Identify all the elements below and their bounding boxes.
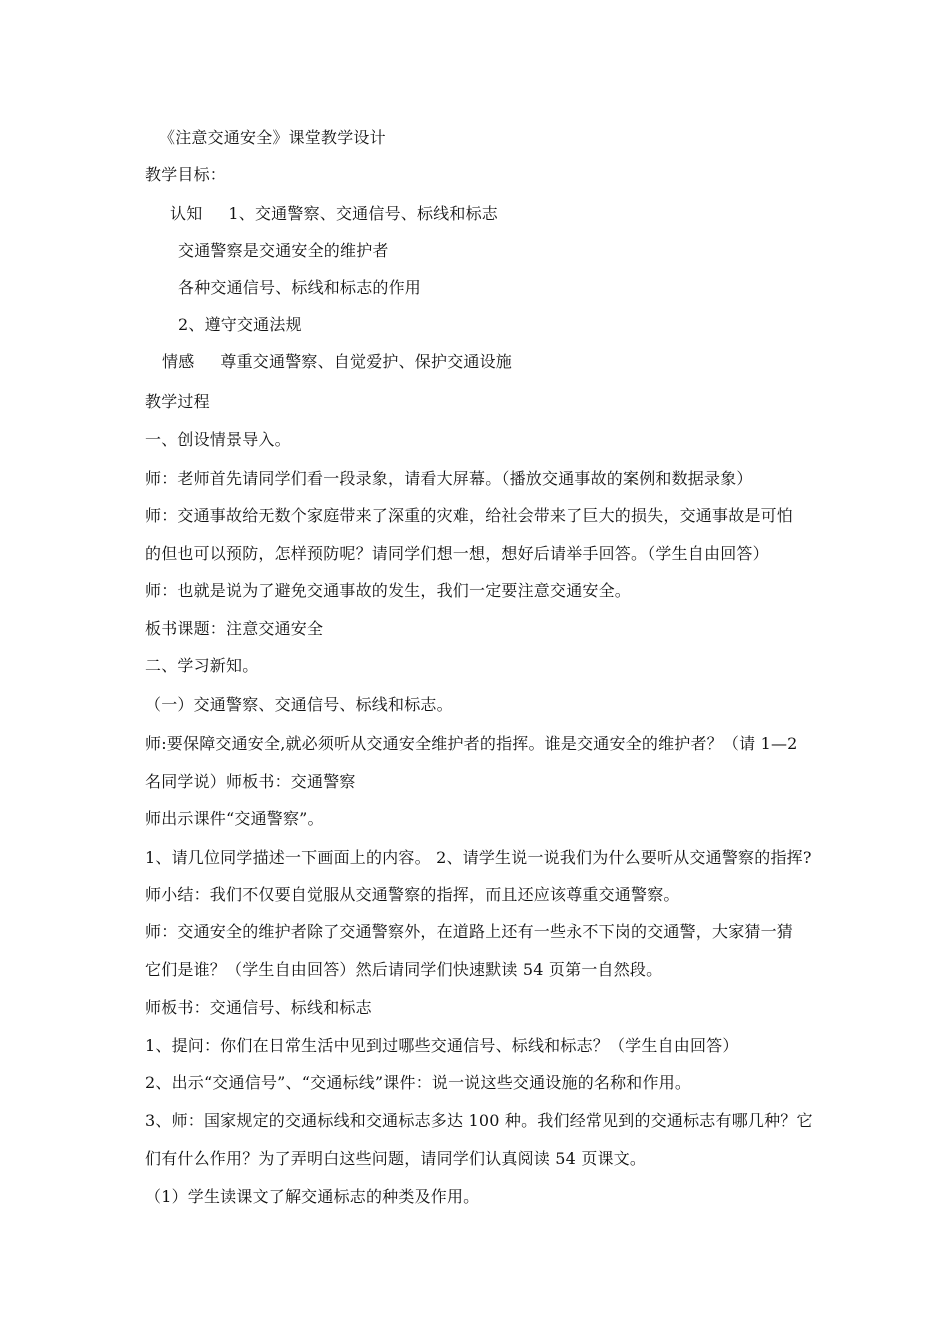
process-heading: 教学过程 <box>145 392 210 411</box>
paragraph-4-line-2: 名同学说）师板书：交通警察 <box>145 772 356 791</box>
question-3-line-1: 3、师：国家规定的交通标线和交通标志多达 100 种。我们经常见到的交通标志有哪几种？它 <box>145 1111 813 1130</box>
paragraph-1: 师：老师首先请同学们看一段录象，请看大屏幕。（播放交通事故的案例和数据录象） <box>145 469 753 488</box>
paragraph-2-line-1: 师：交通事故给无数个家庭带来了深重的灾难，给社会带来了巨大的损失，交通事故是可怕 <box>145 506 794 525</box>
paragraph-7: 师小结：我们不仅要自觉服从交通警察的指挥，而且还应该尊重交通警察。 <box>145 885 680 904</box>
paragraph-5: 师出示课件“交通警察”。 <box>145 809 324 828</box>
paragraph-4-line-1: 师:要保障交通安全,就必须听从交通安全维护者的指挥。谁是交通安全的维护者？（请 1—2 <box>145 734 798 753</box>
paragraph-2-line-2: 的但也可以预防，怎样预防呢？请同学们想一想，想好后请举手回答。（学生自由回答） <box>145 544 769 563</box>
board-title: 板书课题：注意交通安全 <box>145 619 324 638</box>
cognition-sub-2: 各种交通信号、标线和标志的作用 <box>178 278 422 297</box>
paragraph-3: 师：也就是说为了避免交通事故的发生，我们一定要注意交通安全。 <box>145 581 632 600</box>
cognition-item-1: 1、交通警察、交通信号、标线和标志 <box>228 204 498 223</box>
emotion-line <box>162 352 512 372</box>
paragraph-8-line-2: 它们是谁？（学生自由回答）然后请同学们快速默读 54 页第一自然段。 <box>145 960 663 979</box>
document-title: 《注意交通安全》课堂教学设计 <box>159 128 386 147</box>
emotion-label: 情感 <box>162 352 195 371</box>
board-signals: 师板书：交通信号、标线和标志 <box>145 998 372 1017</box>
emotion-text: 尊重交通警察、自觉爱护、保护交通设施 <box>220 352 513 371</box>
objectives-heading: 教学目标： <box>145 165 227 184</box>
cognition-line <box>170 204 498 224</box>
cognition-label: 认知 <box>170 204 203 223</box>
paragraph-8-line-1: 师：交通安全的维护者除了交通警察外，在道路上还有一些永不下岗的交通警，大家猜一猜 <box>145 922 794 941</box>
question-1: 1、提问：你们在日常生活中见到过哪些交通信号、标线和标志？（学生自由回答） <box>145 1036 739 1055</box>
question-3-sub-1: （1）学生读课文了解交通标志的种类及作用。 <box>145 1187 480 1206</box>
section2-heading: 二、学习新知。 <box>145 656 259 675</box>
cognition-item-2: 2、遵守交通法规 <box>178 315 302 334</box>
subsection-1: （一）交通警察、交通信号、标线和标志。 <box>145 695 453 714</box>
paragraph-6: 1、请几位同学描述一下画面上的内容。 2、请学生说一说我们为什么要听从交通警察的指挥? <box>145 848 812 867</box>
question-3-line-2: 们有什么作用？为了弄明白这些问题，请同学们认真阅读 54 页课文。 <box>145 1149 647 1168</box>
section1-heading: 一、创设情景导入。 <box>145 430 291 449</box>
cognition-sub-1: 交通警察是交通安全的维护者 <box>178 241 389 260</box>
question-2: 2、出示“交通信号”、“交通标线”课件：说一说这些交通设施的名称和作用。 <box>145 1073 692 1092</box>
